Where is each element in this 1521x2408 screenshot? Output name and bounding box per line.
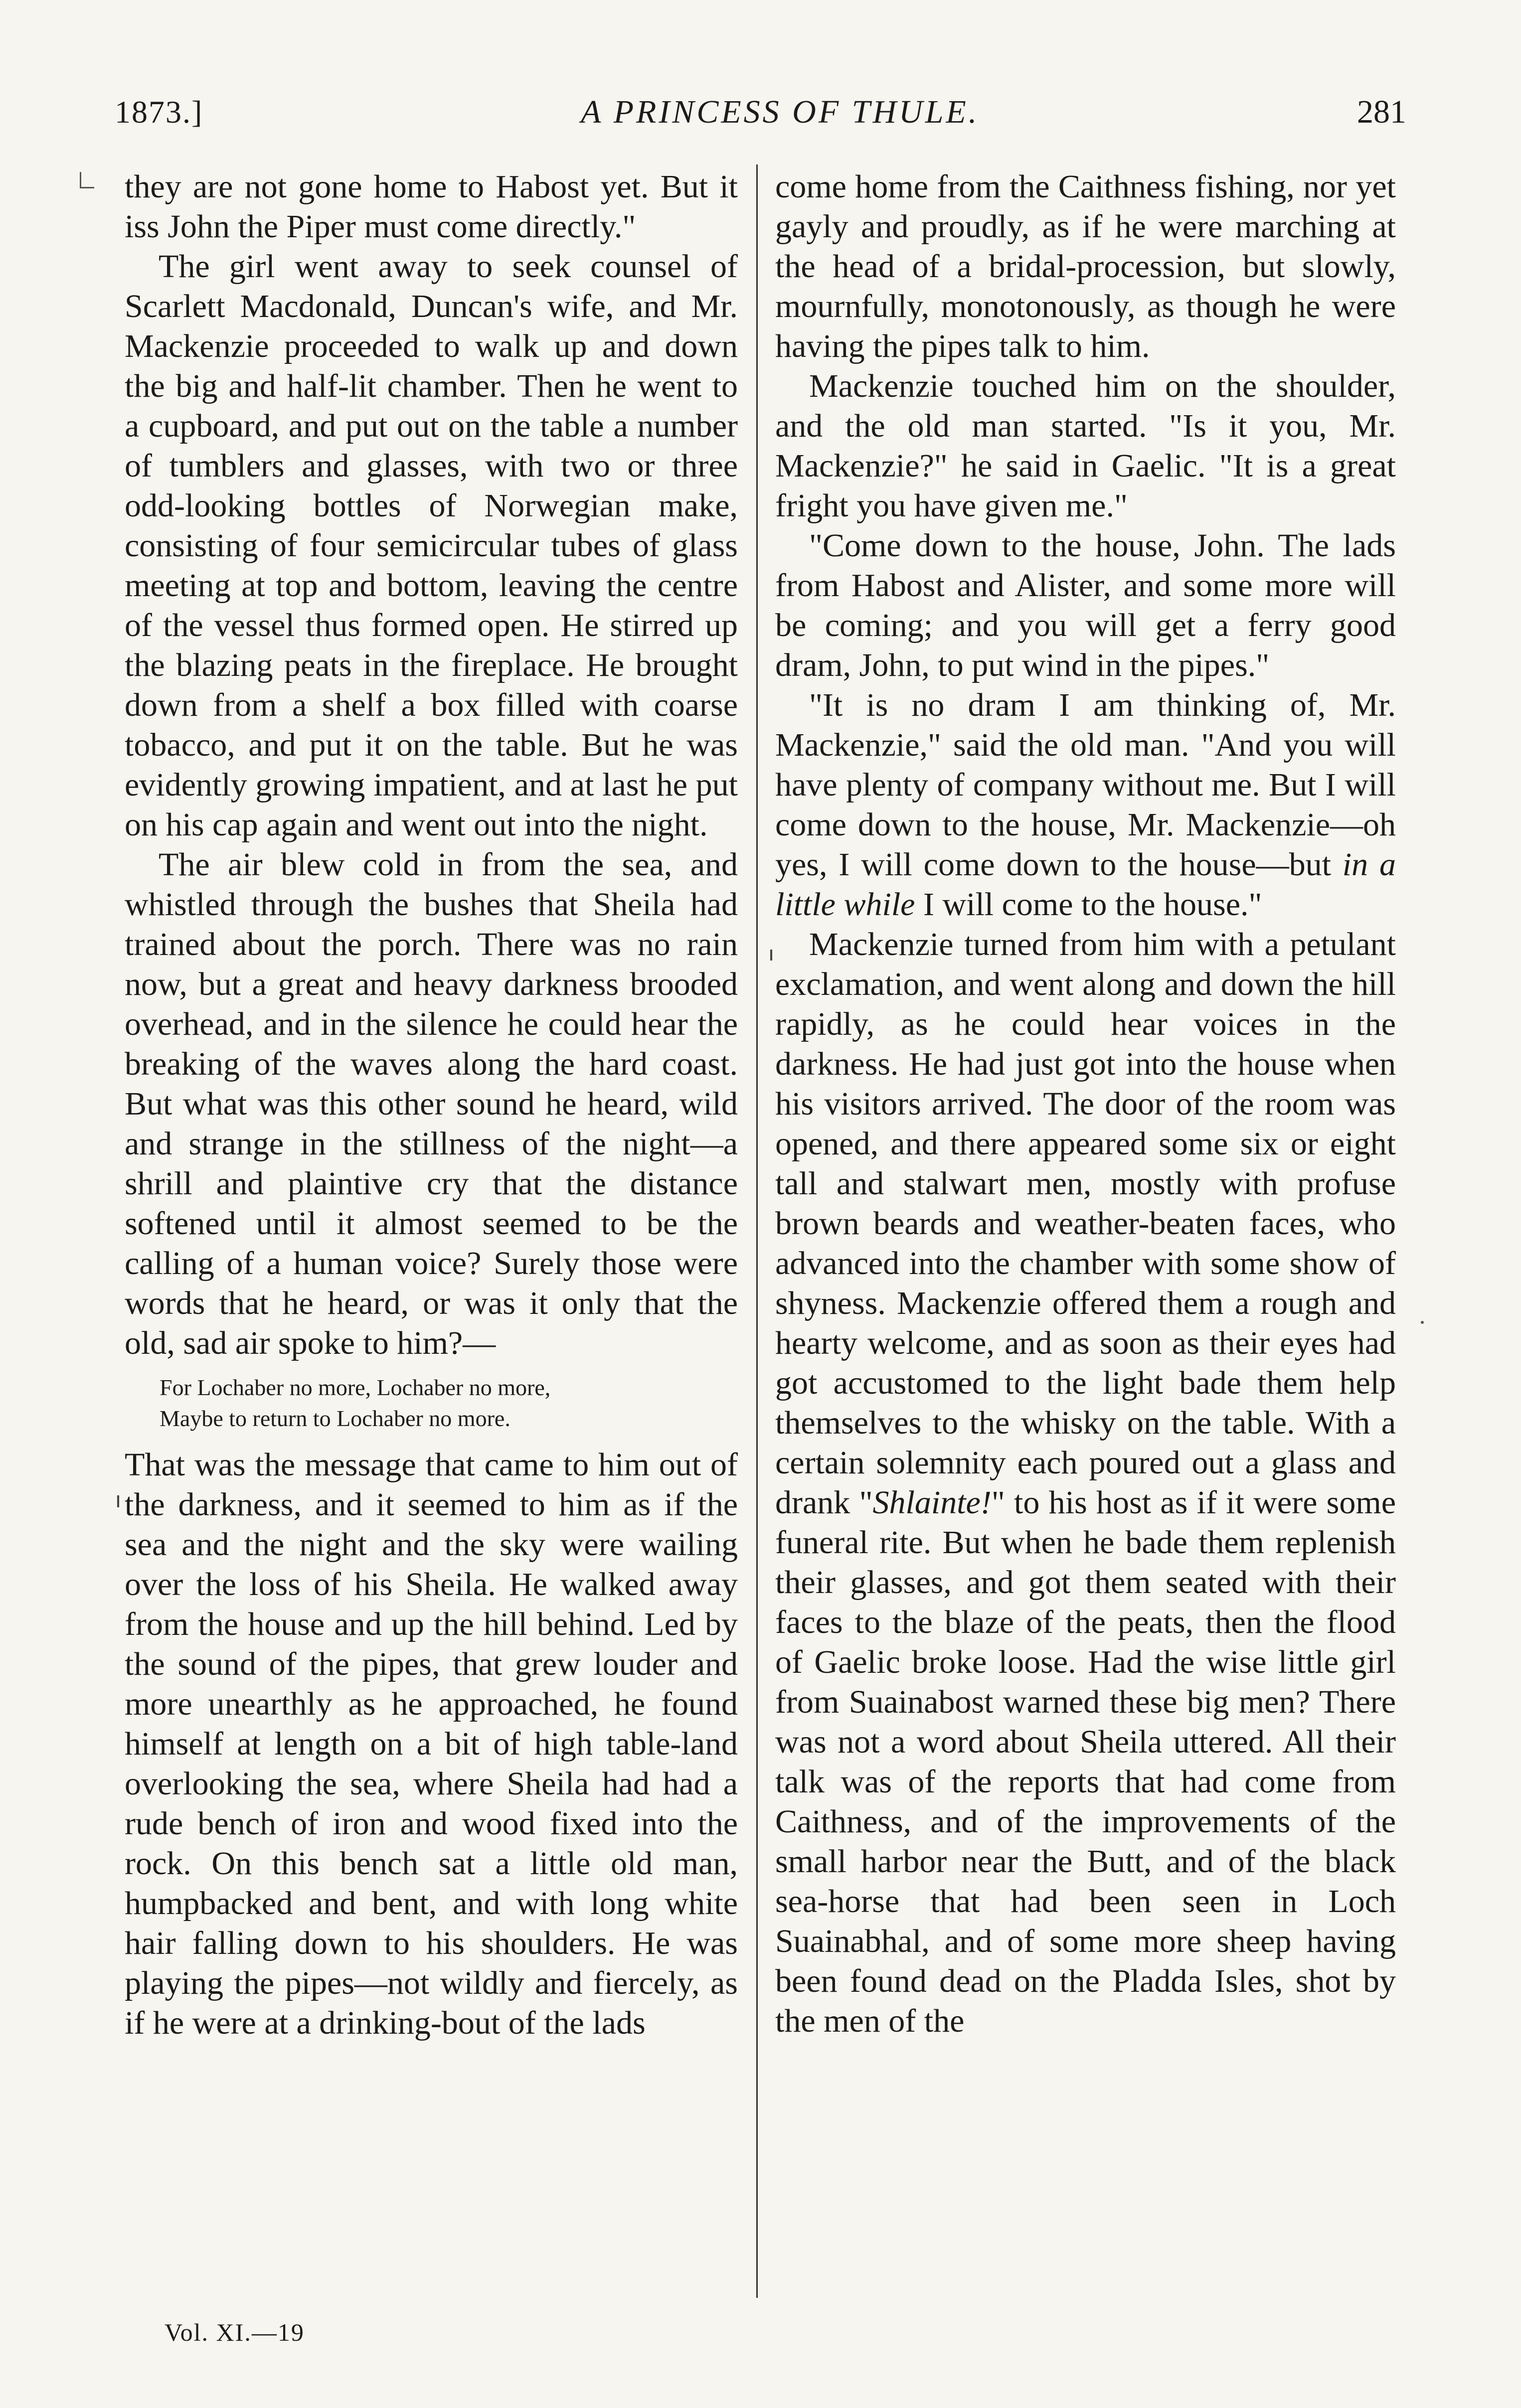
header-year: 1873.] <box>115 94 203 130</box>
paragraph: "Come down to the house, John. The lads from Habost and Alister, and some more will be coming; and you will get a ferry good dram, John, to put wind in the pipes." <box>775 527 1396 683</box>
paragraph <box>775 685 1396 925</box>
verse-line: For Lochaber no more, Lochaber no more, <box>160 1375 551 1400</box>
paragraph: The girl went away to seek counsel of Scarlett Macdonald, Duncan's wife, and Mr. Mackenzie proceeded to walk up and down the big and half-lit chamber. Then he went to a cupboard, and put out on the table a number of tumblers and glasses, with two or three odd-looking bottles of Norwegian make, consisting of four semicircular tubes of glass meeting at top and bottom, leaving the centre of the vessel thus formed open. He stirred up the blazing peats in the fireplace. He brought down from a shelf a box filled with coarse tobacco, and put it on the table. But he was evidently growing impatient, and at last he put on his cap again and went out into the night. <box>125 248 738 843</box>
running-header <box>115 85 1406 140</box>
italic-run: Shlainte! <box>872 1484 992 1521</box>
paragraph: The air blew cold in from the sea, and whistled through the bushes that Sheila had trained about the porch. There was no rain now, but a great and heavy darkness brooded overhead, and in the silence he could hear the breaking of the waves along the hard coast. But what was this other sound he heard, wild and strange in the stillness of the night—a shrill and plaintive cry that the distance softened until it almost seemed to be the calling of a human voice? Surely those were words that he heard, or was it only that the old, sad air spoke to him?— <box>125 846 738 1361</box>
paragraph: That was the message that came to him out of the darkness, and it seemed to him as if the sea and the night and the sky were wailing over the loss of his Sheila. He walked away from the house and up the hill behind. Led by the sound of the pipes, that grew louder and more unearthly as he approached, he found himself at length on a bit of high table-land overlooking the sea, where Sheila had had a rude bench of iron and wood fixed into the rock. On this bench sat a little old man, humpbacked and bent, and with long white hair falling down to his shoulders. He was playing the pipes—not wildly and fiercely, as if he were at a drinking-bout of the lads <box>125 1446 738 2041</box>
text-run: "It is no dram I am thinking of, Mr. Mackenzie," said the old man. "And you will have plenty of company without me. But I will come down to the house, Mr. Mackenzie—oh yes, I will come down to the house—but <box>775 687 1396 883</box>
verse-quote <box>125 1372 738 1434</box>
margin-tick <box>117 1495 119 1507</box>
left-column <box>125 167 738 2320</box>
column-divider <box>756 164 758 2298</box>
text-run: I will come to the house." <box>915 886 1262 923</box>
italic-run: in a little while <box>775 846 1396 923</box>
signature-mark: Vol. XI.—19 <box>165 2318 305 2346</box>
paragraph: come home from the Caithness fishing, nor yet gayly and proudly, as if he were marching at the head of a bridal-procession, but slowly, mournfully, monotonously, as though he were having the pipes talk to him. <box>775 168 1396 364</box>
margin-mark <box>80 172 94 188</box>
paragraph: they are not gone home to Habost yet. But it iss John the Piper must come directly." <box>125 168 738 245</box>
right-column <box>775 167 1396 2320</box>
text-run: " to his host as if it were some funeral rite. But when he bade them replenish their glasses, and got them seated with their faces to the blaze of the peats, then the flood of Gaelic broke loose. Had the wise little girl from Suainabost warned these big men? There was not a word about Sheila uttered. All their talk was of the reports that had come from Caithness, and of the improvements of the small harbor near the Butt, and of the black sea-horse that had been seen in Loch Suainabhal, and of some more sheep having been found dead on the Pladda Isles, shot by the men of the <box>775 1484 1396 2039</box>
page-number: 281 <box>1357 94 1406 130</box>
header-title: A PRINCESS OF THULE. <box>581 94 980 130</box>
paragraph <box>775 925 1396 2041</box>
margin-tick <box>770 950 772 961</box>
verse-line: Maybe to return to Lochaber no more. <box>160 1406 510 1431</box>
paragraph: Mackenzie touched him on the shoulder, and the old man started. "Is it you, Mr. Mackenzie?" he said in Gaelic. "It is a great fright you have given me." <box>775 368 1396 524</box>
margin-dot <box>1421 1321 1424 1324</box>
text-run: Mackenzie turned from him with a petulant exclamation, and went along and down the hill rapidly, as he could hear voices in the darkness. He had just got into the house when his visitors arrived. The door of the room was opened, and there appeared some six or eight tall and stalwart men, mostly with profuse brown beards and weather-beaten faces, who advanced into the chamber with some show of shyness. Mackenzie offered them a rough and hearty welcome, and as soon as their eyes had got accustomed to the light bade them help themselves to the whisky on the table. With a certain solemnity each poured out a glass and drank " <box>775 926 1396 1521</box>
